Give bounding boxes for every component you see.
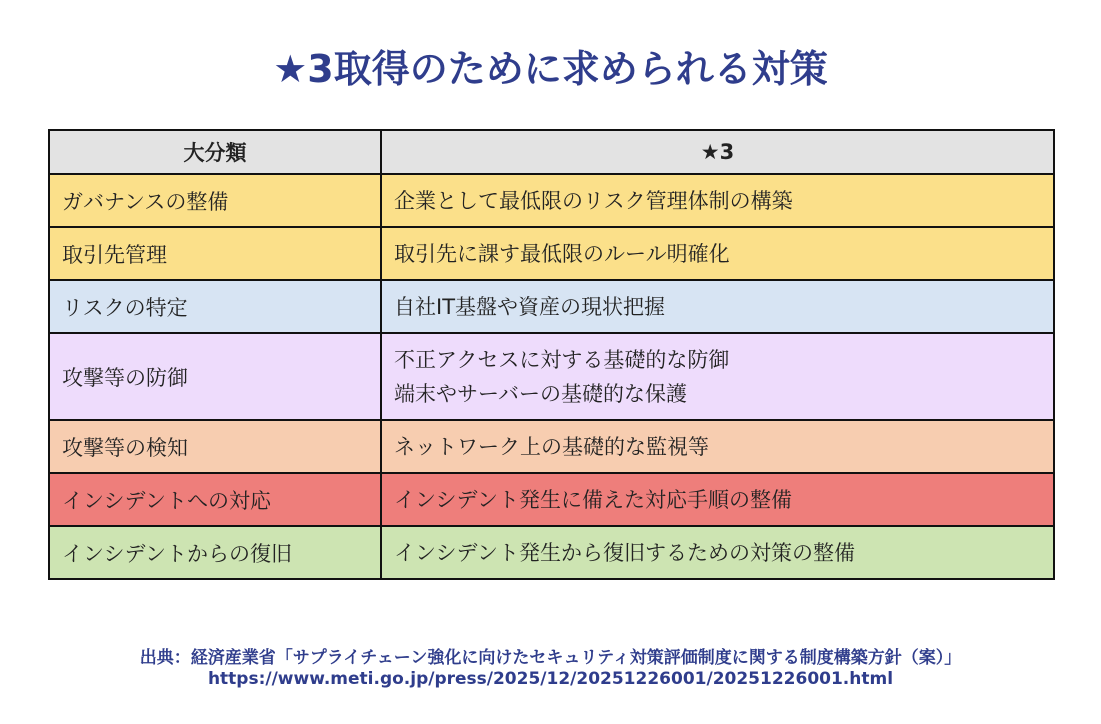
measure-text: 企業として最低限のリスク管理体制の構築 [394, 188, 793, 213]
category-cell: 取引先管理 [49, 227, 381, 280]
measure-text: インシデント発生に備えた対応手順の整備 [394, 487, 793, 512]
category-cell: 攻撃等の防御 [49, 333, 381, 420]
measure-cell [381, 473, 1054, 526]
category-cell: リスクの特定 [49, 280, 381, 333]
measure-text: ネットワーク上の基礎的な監視等 [394, 434, 709, 459]
table-row [49, 333, 1054, 420]
table-row [49, 420, 1054, 473]
source-citation: 出典：経済産業省「サプライチェーン強化に向けたセキュリティ対策評価制度に関する制度構築方針（案）」 [139, 648, 962, 668]
measure-text: 不正アクセスに対する基礎的な防御 [394, 347, 730, 372]
measure-cell [381, 526, 1054, 579]
measure-cell [381, 174, 1054, 227]
measure-cell [381, 333, 1054, 420]
table-row [49, 280, 1054, 333]
category-cell: ガバナンスの整備 [49, 174, 381, 227]
measure-cell [381, 420, 1054, 473]
source-url[interactable]: https://www.meti.go.jp/press/2025/12/20251226001/20251226001.html [207, 669, 894, 689]
table-header-row [49, 130, 1054, 174]
table-row [49, 227, 1054, 280]
category-cell: インシデントからの復旧 [49, 526, 381, 579]
table-row [49, 473, 1054, 526]
measure-cell [381, 227, 1054, 280]
measure-cell [381, 280, 1054, 333]
category-cell: 攻撃等の検知 [49, 420, 381, 473]
measures-table [48, 129, 1055, 580]
table-row [49, 174, 1054, 227]
header-level: ★3 [381, 130, 1054, 174]
table-row [49, 526, 1054, 579]
measure-text: 自社IT基盤や資産の現状把握 [394, 294, 666, 319]
category-cell: インシデントへの対応 [49, 473, 381, 526]
measure-text: インシデント発生から復旧するための対策の整備 [394, 540, 856, 565]
measure-text: 取引先に課す最低限のルール明確化 [394, 241, 730, 266]
measure-text: 端末やサーバーの基礎的な保護 [394, 381, 687, 406]
header-category: 大分類 [49, 130, 381, 174]
page-title: ★3取得のために求められる対策 [273, 47, 828, 91]
